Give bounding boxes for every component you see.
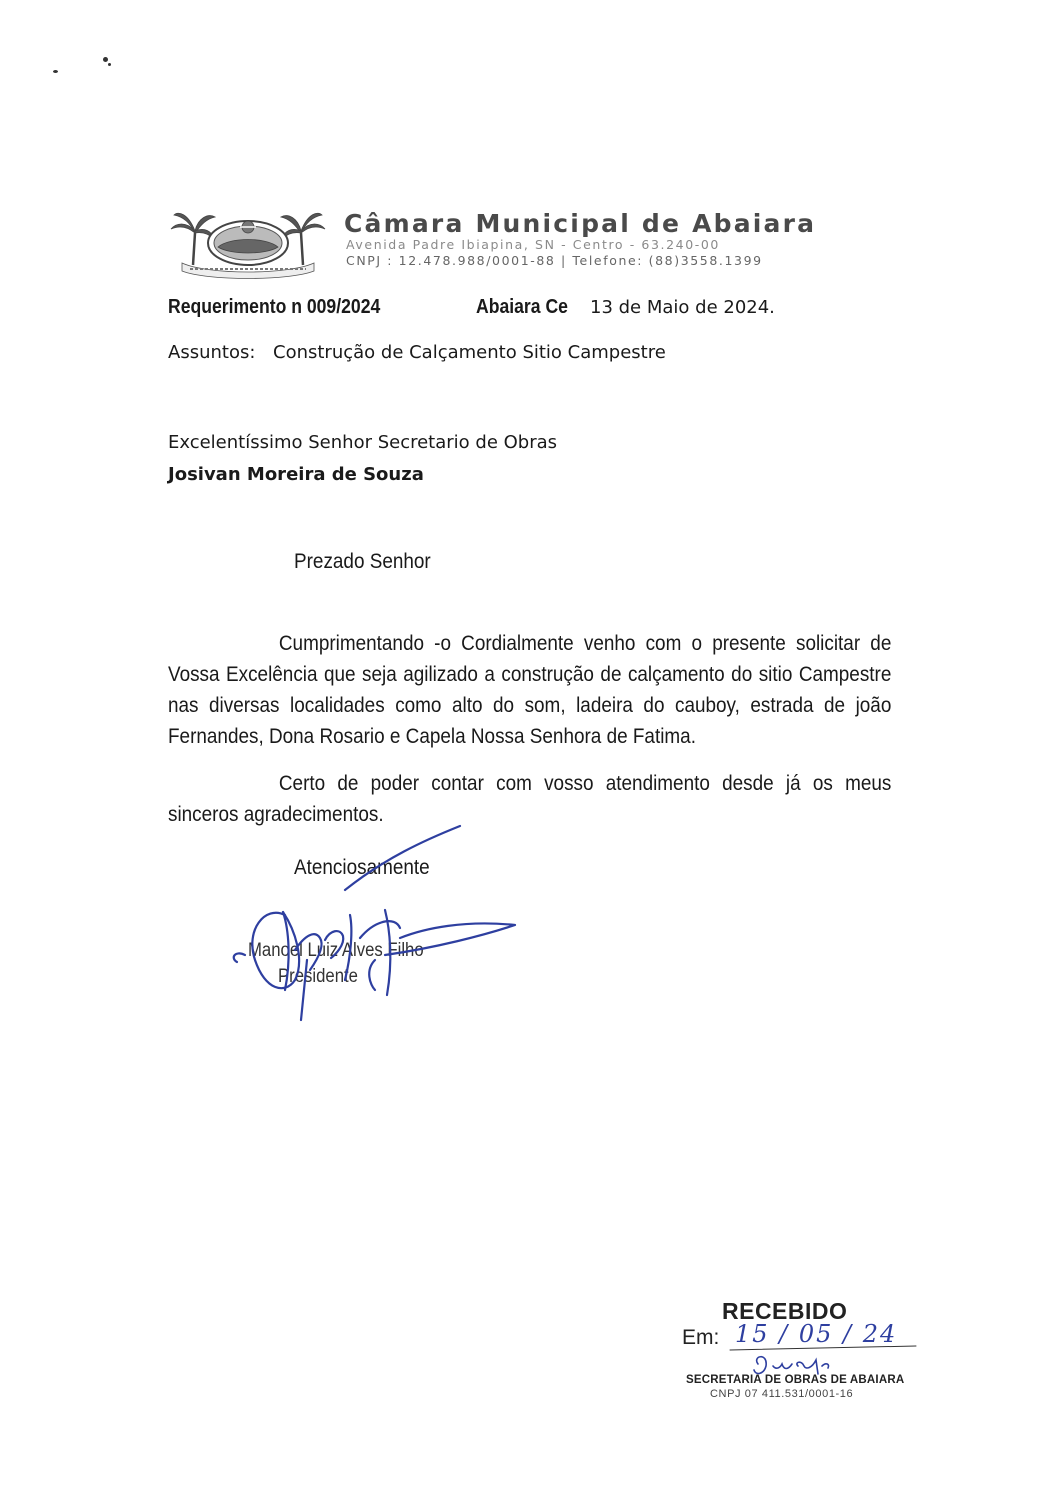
document-city: Abaiara Ce (476, 296, 568, 318)
stamp-cnpj: CNPJ 07 411.531/0001-16 (710, 1388, 854, 1400)
organization-address: Avenida Padre Ibiapina, SN - Centro - 63.240-00 (346, 237, 720, 252)
letterhead (168, 203, 888, 283)
body-paragraph-2: Certo de poder contar com vosso atendimento desde já os meus sinceros agradecimentos. (168, 771, 892, 826)
coat-of-arms-icon (168, 203, 328, 281)
signer-name: Manoel Luiz Alves Filho (248, 940, 424, 961)
received-stamp (680, 1298, 930, 1408)
scan-speck (53, 70, 58, 73)
stamp-department: SECRETARIA DE OBRAS DE ABAIARA (686, 1374, 905, 1386)
addressee-title: Excelentíssimo Senhor Secretario de Obras (168, 432, 558, 453)
scan-speck (108, 63, 111, 66)
stamp-title: RECEBIDO (722, 1298, 848, 1324)
addressee-name: Josivan Moreira de Souza (168, 464, 424, 485)
stamp-handwriting (718, 1322, 918, 1382)
organization-cnpj-phone: CNPJ : 12.478.988/0001-88 | Telefone: (88)3558.1399 (346, 253, 763, 268)
signer-role: Presidente (278, 966, 358, 987)
closing: Atenciosamente (294, 855, 430, 879)
stamp-em-label: Em: (682, 1326, 720, 1349)
salutation: Prezado Senhor (294, 549, 431, 573)
subject-label: Assuntos: (168, 342, 256, 363)
body-paragraph-1: Cumprimentando -o Cordialmente venho com o presente solicitar de Vossa Excelência que seja agilizado a construção de calçamento do sitio Campestre nas diversas localidades como alto do som, ladeira do cauboy, estrada de joão Fernandes, Dona Rosario e Capela Nossa Senhora de Fatima. (168, 631, 892, 748)
subject-text: Construção de Calçamento Sitio Campestre (273, 342, 666, 363)
handwritten-signature (225, 820, 525, 1030)
organization-name: Câmara Municipal de Abaiara (344, 209, 817, 238)
document-date: 13 de Maio de 2024. (590, 297, 775, 318)
scan-speck (103, 57, 108, 62)
stamp-received-date: 15 / 05 / 24 (735, 1320, 898, 1348)
request-number: Requerimento n 009/2024 (168, 296, 381, 318)
